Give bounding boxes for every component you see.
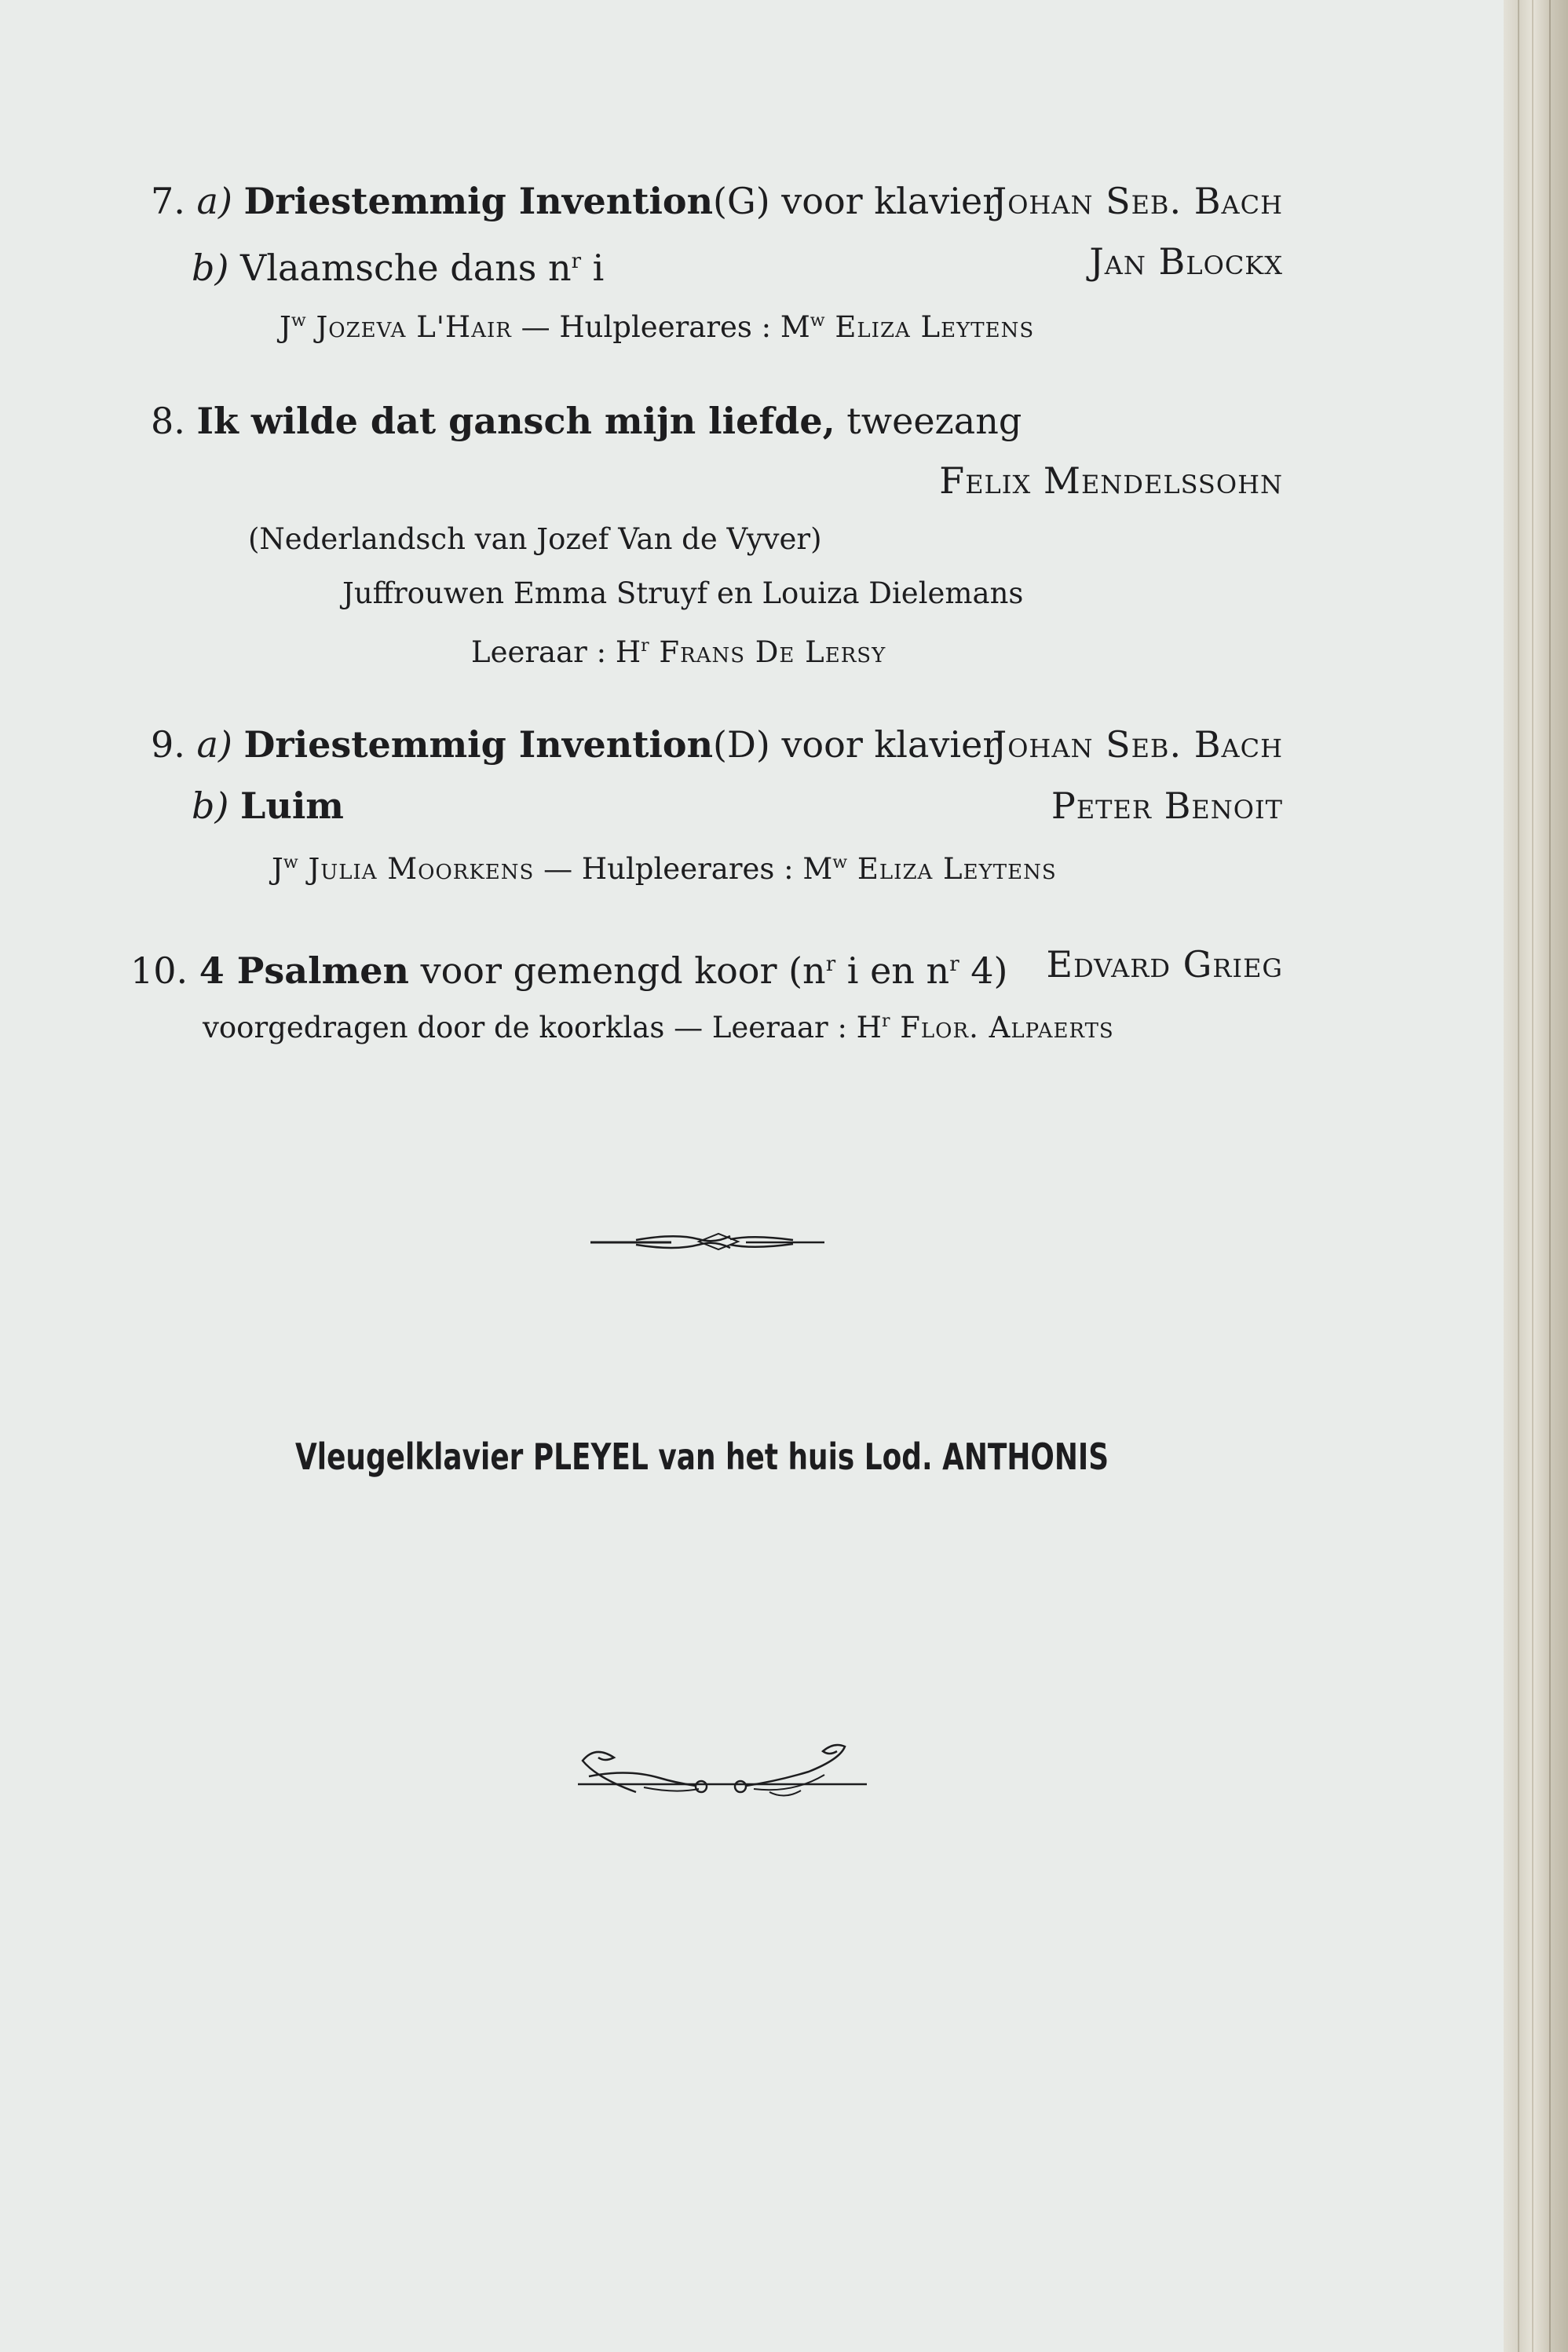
divider-flourish-icon <box>589 1230 832 1253</box>
composer <box>1089 240 1283 283</box>
superscript: w <box>832 853 848 872</box>
superscript: w <box>291 311 306 331</box>
footer-notice: Vleugelklavier PLEYEL van het huis Lod. ANTHONIS <box>295 1436 1109 1478</box>
performer-name: Julia Moorkens <box>298 852 535 886</box>
teacher-name: Frans De Lersy <box>649 635 886 669</box>
composer-name: Johan Seb. Bach <box>992 723 1283 766</box>
composer <box>1047 942 1284 986</box>
performer-name: Jozeva L'Hair <box>305 310 512 344</box>
entry-part-marker: a) <box>196 180 232 222</box>
entry-number: 10. <box>130 949 188 992</box>
teacher-label: voorgedragen door de koorklas — Leeraar : H <box>203 1011 882 1044</box>
teacher-name: Eliza Leytens <box>847 852 1057 886</box>
entry-part-marker: b) <box>192 785 229 827</box>
teacher-line <box>471 628 886 671</box>
composer <box>1051 784 1283 828</box>
teacher-label: — Hulpleerares : M <box>534 852 833 886</box>
entry-7-performer <box>280 303 1034 346</box>
piece-title: Ik wilde dat gansch mijn liefde, <box>196 400 835 442</box>
piece-title: Luim <box>240 785 344 827</box>
entry-7-line-b <box>192 240 604 290</box>
piece-detail: (D) voor klavier <box>713 723 1000 766</box>
performer-prefix: J <box>272 852 283 886</box>
translation-note: (Nederlandsch van Jozef Van de Vyver) <box>248 522 822 556</box>
tail-flourish-icon <box>573 1737 872 1808</box>
performers: Juffrouwen Emma Struyf en Louiza Dielemans <box>342 576 1024 610</box>
piece-title: 4 Psalmen <box>199 949 409 992</box>
piece-number: i <box>581 247 605 289</box>
composer-name: Jan Blockx <box>1089 240 1283 283</box>
entry-8-line-1 <box>151 399 1022 443</box>
entry-7-line-a <box>151 179 1000 223</box>
composer-name: Edvard Grieg <box>1046 943 1283 986</box>
page-edge <box>1504 0 1568 2352</box>
entry-part-marker: a) <box>196 723 232 766</box>
superscript: w <box>283 853 298 872</box>
superscript: r <box>881 1011 890 1031</box>
superscript: r <box>571 250 582 273</box>
entry-10-performer <box>203 1004 1114 1046</box>
entry-9-line-a <box>151 722 1000 766</box>
entry-9-performer <box>272 845 1057 887</box>
superscript: r <box>949 953 959 976</box>
entry-9-line-b <box>192 784 344 828</box>
composer <box>939 459 1283 503</box>
piece-detail: (G) voor klavier <box>713 180 1000 222</box>
piece-title: Vlaamsche dans n <box>240 247 572 289</box>
teacher-name: Eliza Leytens <box>824 310 1035 344</box>
superscript: w <box>810 311 825 331</box>
performer-prefix: J <box>280 310 291 344</box>
piece-detail: 4) <box>959 949 1008 992</box>
teacher-label: — Hulpleerares : M <box>511 310 810 344</box>
composer <box>992 179 1283 223</box>
entry-number: 8. <box>151 400 185 442</box>
composer <box>992 722 1283 766</box>
piece-detail: voor gemengd koor (n <box>408 949 826 992</box>
teacher-label: Leeraar : H <box>471 635 641 669</box>
piece-detail: tweezang <box>835 400 1022 442</box>
superscript: r <box>641 636 649 656</box>
composer-name: Peter Benoit <box>1051 785 1283 827</box>
piece-title: Driestemmig Invention <box>243 723 714 766</box>
piece-detail: i en n <box>835 949 950 992</box>
entry-number: 7. <box>151 180 185 222</box>
piece-title: Driestemmig Invention <box>243 180 714 222</box>
superscript: r <box>825 953 836 976</box>
composer-name: Felix Mendelssohn <box>939 459 1283 502</box>
composer-name: Johan Seb. Bach <box>992 180 1283 222</box>
entry-number: 9. <box>151 723 185 766</box>
entry-10-line-1 <box>130 942 1007 993</box>
entry-part-marker: b) <box>192 247 229 289</box>
teacher-name: Flor. Alpaerts <box>890 1011 1114 1044</box>
